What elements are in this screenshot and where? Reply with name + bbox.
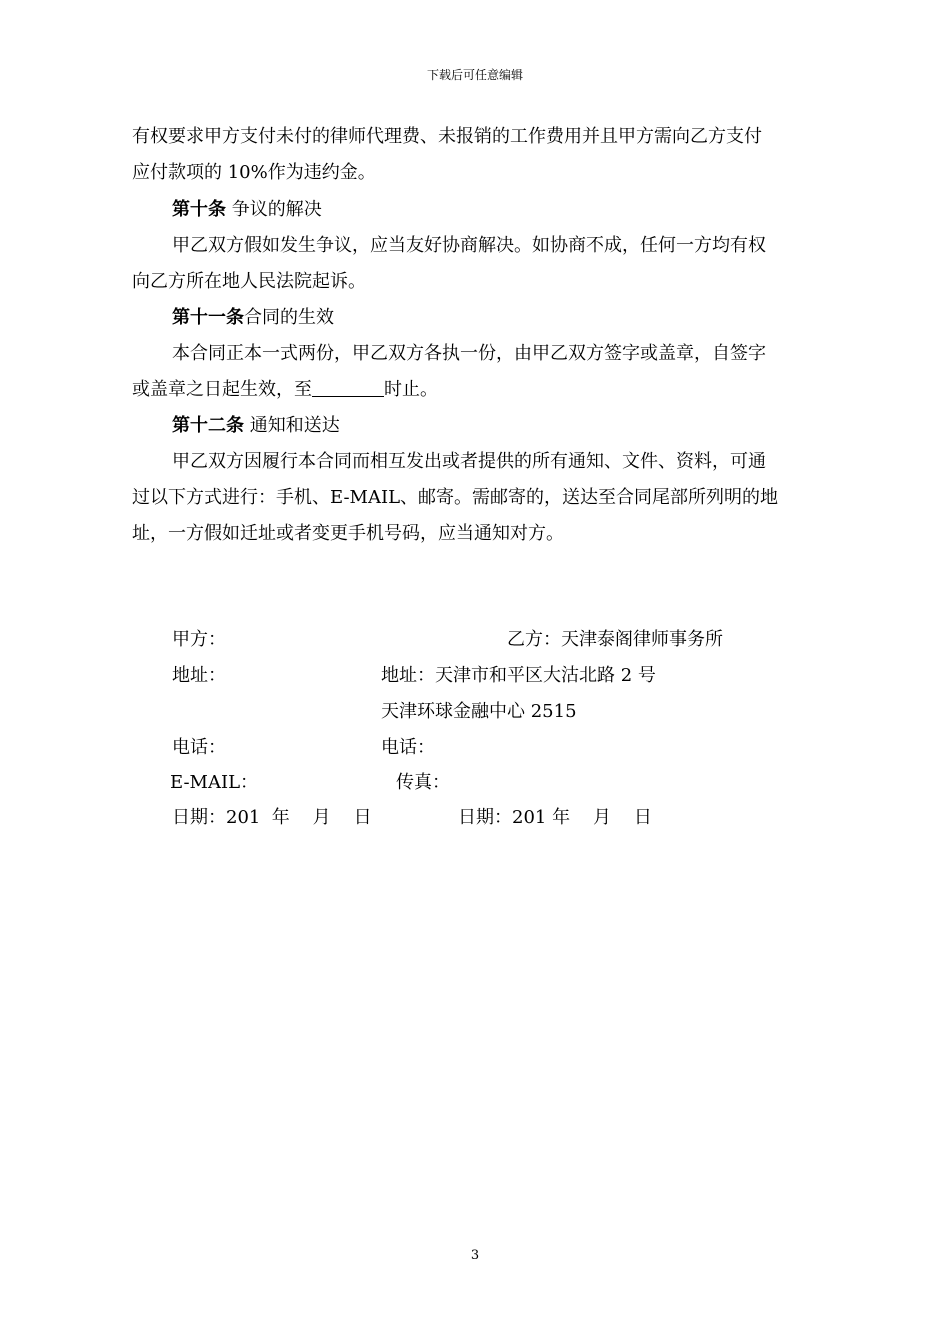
paragraph-line: 本合同正本一式两份，甲乙双方各执一份，由甲乙双方签字或盖章，自签字 <box>172 343 766 364</box>
address-a-label: 地址： <box>172 665 226 686</box>
article-12-number: 第十二条 <box>172 415 244 436</box>
article-10-number: 第十条 <box>172 199 226 220</box>
party-a-label: 甲方： <box>172 629 226 650</box>
fill-in-blank <box>312 378 384 397</box>
article-10-heading-line <box>172 198 322 222</box>
article-11-heading-line <box>172 306 334 330</box>
paragraph-line: 有权要求甲方支付未付的律师代理费、未报销的工作费用并且甲方需向乙方支付 <box>132 126 762 147</box>
date-b: 日期：201 年 月 日 <box>458 807 652 828</box>
paragraph-line: 过以下方式进行：手机、E-MAIL、邮寄。需邮寄的，送达至合同尾部所列明的地 <box>132 487 779 508</box>
article-12-heading-line <box>172 414 340 438</box>
article-12-title: 通知和送达 <box>249 415 340 436</box>
paragraph-line: 向乙方所在地人民法院起诉。 <box>132 271 366 292</box>
email-a-label: E-MAIL： <box>170 772 259 793</box>
article-11-number: 第十一条 <box>172 307 244 328</box>
page-number: 3 <box>470 1248 480 1263</box>
text-before-blank: 或盖章之日起生效，至 <box>132 379 312 400</box>
article-11-title: 合同的生效 <box>244 307 334 328</box>
address-b-line2: 天津环球金融中心 2515 <box>381 701 577 722</box>
address-b-line1: 地址：天津市和平区大沽北路 2 号 <box>381 665 656 686</box>
paragraph-line: 应付款项的 10%作为违约金。 <box>132 162 376 183</box>
paragraph-line: 址，一方假如迁址或者变更手机号码，应当通知对方。 <box>132 523 564 544</box>
paragraph-line: 甲乙双方假如发生争议，应当友好协商解决。如协商不成，任何一方均有权 <box>172 235 766 256</box>
page-header-note: 下载后可任意编辑 <box>426 68 523 82</box>
party-b-name: 乙方：天津泰阁律师事务所 <box>507 629 723 650</box>
phone-a-label: 电话： <box>172 737 226 758</box>
date-a: 日期：201 年 月 日 <box>172 807 372 828</box>
text-after-blank: 时止。 <box>384 379 438 400</box>
paragraph-line-with-blank <box>132 378 438 402</box>
paragraph-line: 甲乙双方因履行本合同而相互发出或者提供的所有通知、文件、资料，可通 <box>172 451 766 472</box>
fax-b-label: 传真： <box>396 772 450 793</box>
phone-b-label: 电话： <box>381 737 435 758</box>
article-10-title: 争议的解决 <box>231 199 322 220</box>
